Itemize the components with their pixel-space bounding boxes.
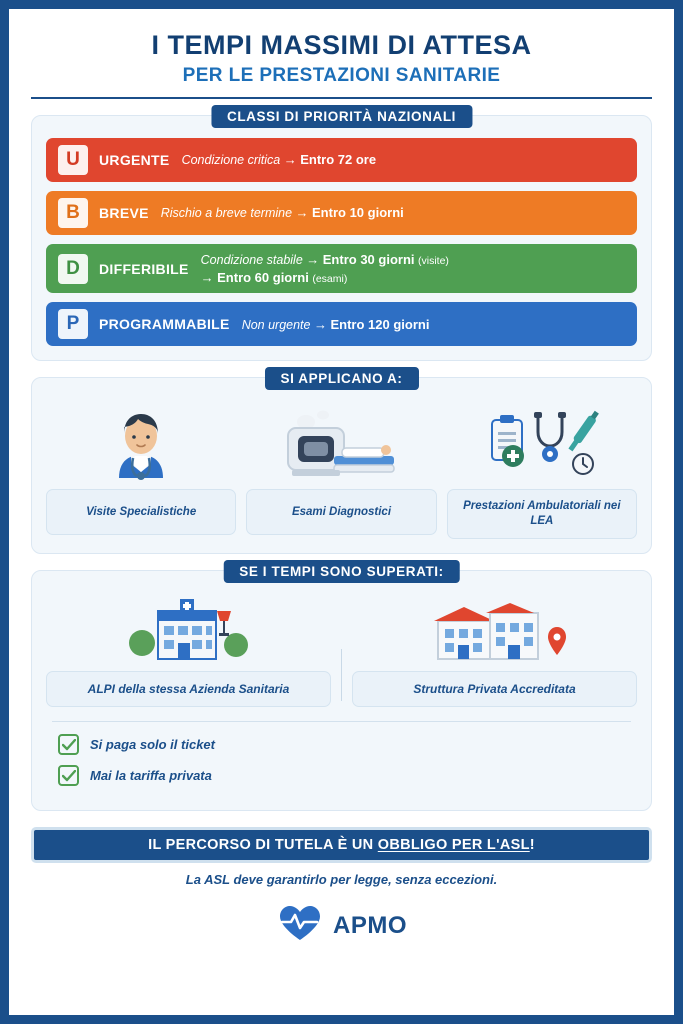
hospital-icon <box>46 597 331 663</box>
priority-note-differibile-1: (visite) <box>417 254 449 267</box>
priority-condition-urgente: Condizione critica <box>181 152 281 167</box>
exceeded-divider <box>341 649 342 701</box>
priority-desc-programmabile <box>242 316 430 334</box>
obligation-text-before: IL PERCORSO DI TUTELA È UN <box>148 837 378 854</box>
priority-condition-programmabile: Non urgente <box>241 317 311 332</box>
heart-pulse-icon <box>276 903 324 948</box>
header-divider <box>31 97 652 99</box>
exceeded-rule <box>52 721 631 722</box>
priority-name-programmabile: PROGRAMMABILE <box>99 316 230 333</box>
priority-condition-breve: Rischio a breve termine <box>160 205 293 220</box>
applies-section-banner: SI APPLICANO A: <box>264 367 418 390</box>
priority-deadline-differibile-2: Entro 60 giorni <box>217 269 309 285</box>
page-subtitle: PER LE PRESTAZIONI SANITARIE <box>182 64 501 86</box>
applies-label-visite: Visite Specialistiche <box>46 489 236 535</box>
obligation-text-underlined: OBBLIGO PER L'ASL <box>377 837 530 854</box>
priority-letter-p: P <box>58 309 88 339</box>
priority-deadline-programmabile: Entro 120 giorni <box>330 316 430 332</box>
priority-note-differibile-2: (esami) <box>312 272 348 285</box>
priority-arrow-breve: → <box>295 204 309 220</box>
priority-desc-urgente <box>182 151 377 169</box>
check-icon <box>58 765 79 786</box>
priority-deadline-breve: Entro 10 giorni <box>312 204 404 220</box>
applies-card-esami <box>246 404 436 539</box>
doctor-icon <box>46 404 236 480</box>
priority-classes-section <box>31 108 652 362</box>
medical-tools-icon <box>447 404 637 480</box>
priority-desc-differibile <box>201 251 449 287</box>
exceeded-label-privata: Struttura Privata Accreditata <box>352 671 637 707</box>
priority-letter-b: B <box>58 198 88 228</box>
priority-desc-breve <box>161 204 404 222</box>
priority-letter-u: U <box>58 145 88 175</box>
exceeded-section <box>31 564 652 811</box>
priority-arrow-urgente: → <box>283 151 297 167</box>
check-row-ticket <box>58 734 637 755</box>
priority-name-breve: BREVE <box>99 204 149 221</box>
priority-arrow-differibile-1: → <box>306 251 320 267</box>
footer-logo <box>31 903 652 948</box>
page-header <box>31 23 652 99</box>
priority-deadline-differibile-1: Entro 30 giorni <box>322 251 415 267</box>
applies-label-lea: Prestazioni Ambulatoriali nei LEA <box>447 489 637 539</box>
exceeded-label-alpi: ALPI della stessa Azienda Sanitaria <box>46 671 331 707</box>
page-title: I TEMPI MASSIMI DI ATTESA <box>151 30 532 60</box>
priority-row-differibile <box>46 244 637 294</box>
check-row-tariffa <box>58 765 637 786</box>
priority-section-banner: CLASSI DI PRIORITÀ NAZIONALI <box>211 105 472 128</box>
priority-name-urgente: URGENTE <box>99 151 170 168</box>
exceeded-option-privata <box>352 597 637 707</box>
obligation-banner <box>31 827 652 863</box>
check-label-tariffa: Mai la tariffa privata <box>90 768 212 784</box>
applies-label-esami: Esami Diagnostici <box>246 489 436 535</box>
priority-deadline-urgente: Entro 72 ore <box>300 151 377 167</box>
applies-to-section <box>31 371 652 554</box>
exceeded-section-banner: SE I TEMPI SONO SUPERATI: <box>223 560 460 583</box>
exceeded-option-alpi <box>46 597 331 707</box>
priority-arrow-programmabile: → <box>313 316 327 332</box>
private-clinic-icon <box>352 597 637 663</box>
check-icon <box>58 734 79 755</box>
brand-name: APMO <box>333 911 407 939</box>
obligation-block <box>31 827 652 887</box>
priority-row-breve <box>46 191 637 235</box>
obligation-text-after: ! <box>529 837 535 854</box>
mri-scanner-icon <box>246 404 436 480</box>
priority-row-urgente <box>46 138 637 182</box>
obligation-subtitle: La ASL deve garantirlo per legge, senza eccezioni. <box>185 872 498 888</box>
priority-arrow-differibile-2: → <box>200 269 214 285</box>
priority-row-programmabile <box>46 302 637 346</box>
applies-card-lea <box>447 404 637 539</box>
priority-condition-differibile: Condizione stabile <box>200 252 303 267</box>
applies-card-visite <box>46 404 236 539</box>
check-label-ticket: Si paga solo il ticket <box>90 737 215 753</box>
priority-letter-d: D <box>58 254 88 284</box>
priority-name-differibile: DIFFERIBILE <box>99 260 189 277</box>
